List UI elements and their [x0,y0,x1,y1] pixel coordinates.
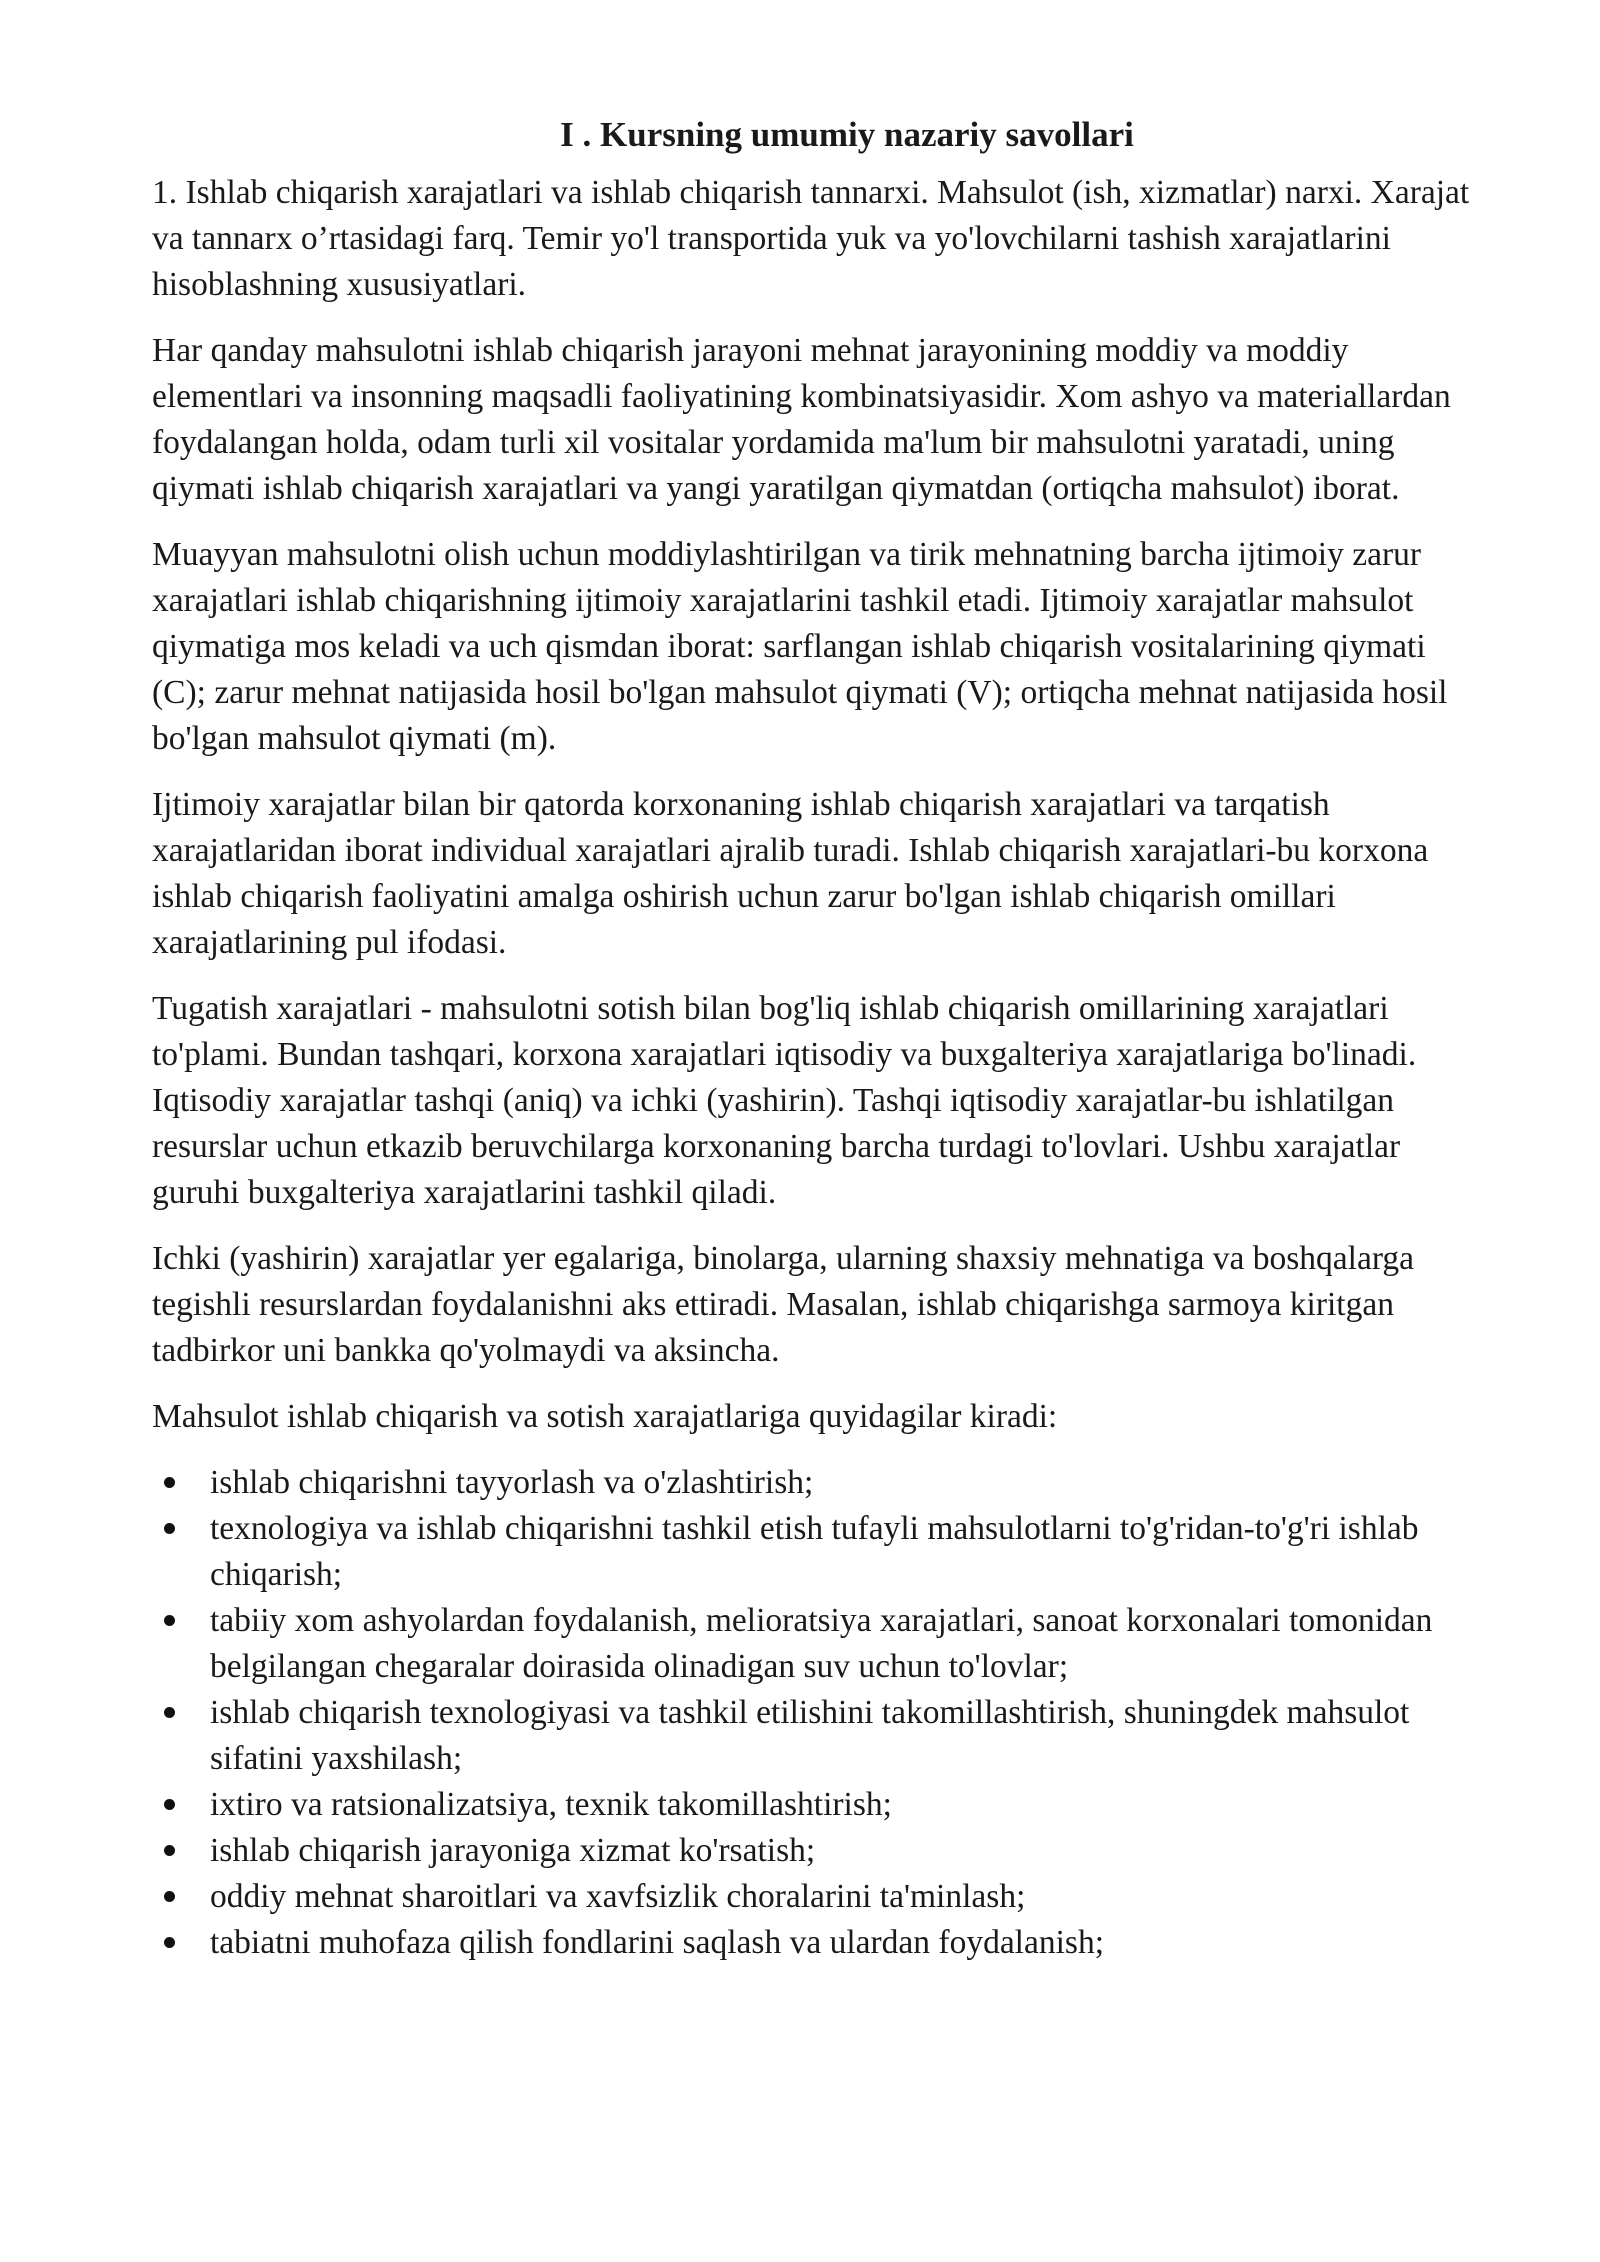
document-page [152,112,1482,1966]
bullet-icon [164,1707,175,1718]
bullet-icon [164,1523,175,1534]
list-item-text: tabiiy xom ashyolardan foydalanish, melioratsiya xarajatlari, sanoat korxonalari tomonidan belgilangan chegaralar doirasida olinadigan suv uchun to'lovlar; [210,1602,1433,1685]
list-item [152,1828,1482,1874]
list-item [152,1782,1482,1828]
paragraph-4: Ijtimoiy xarajatlar bilan bir qatorda korxonaning ishlab chiqarish xarajatlari va tarqatish xarajatlaridan iborat individual xarajatlari ajralib turadi. Ishlab chiqarish xarajatlari-bu korxona ishlab chiqarish faoliyatini amalga oshirish uchun zarur bo'lgan ishlab chiqarish omillari xarajatlarining pul ifodasi. [152,786,1429,961]
paragraph-6: Ichki (yashirin) xarajatlar yer egalariga, binolarga, ularning shaxsiy mehnatiga va boshqalarga tegishli resurslardan foydalanishni aks ettiradi. Masalan, ishlab chiqarishga sarmoya kiritgan tadbirkor uni bankka qo'yolmaydi va aksincha. [152,1240,1414,1369]
list-item-text: ishlab chiqarish texnologiyasi va tashkil etilishini takomillashtirish, shuningdek mahsulot sifatini yaxshilash; [210,1694,1410,1777]
list-item-text: ishlab chiqarish jarayoniga xizmat ko'rsatish; [210,1832,816,1869]
page-title: I . Kursning umumiy nazariy savollari [560,115,1134,154]
list-item [152,1460,1482,1506]
bullet-icon [164,1937,175,1948]
bullet-icon [164,1845,175,1856]
list-item [152,1598,1482,1690]
list-item-text: oddiy mehnat sharoitlari va xavfsizlik choralarini ta'minlash; [210,1878,1026,1915]
paragraph-3: Muayyan mahsulotni olish uchun moddiylashtirilgan va tirik mehnatning barcha ijtimoiy zarur xarajatlari ishlab chiqarishning ijtimoiy xarajatlarini tashkil etadi. Ijtimoiy xarajatlar mahsulot qiymatiga mos keladi va uch qismdan iborat: sarflangan ishlab chiqarish vositalarining qiymati (C); zarur mehnat natijasida hosil bo'lgan mahsulot qiymati (V); ortiqcha mehnat natijasida hosil bo'lgan mahsulot qiymati (m). [152,536,1448,757]
list-item-text: tabiatni muhofaza qilish fondlarini saqlash va ulardan foydalanish; [210,1924,1105,1961]
list-item [152,1506,1482,1598]
bullet-list [152,1460,1482,1966]
bullet-icon [164,1891,175,1902]
paragraph-1: 1. Ishlab chiqarish xarajatlari va ishlab chiqarish tannarxi. Mahsulot (ish, xizmatlar) narxi. Xarajat va tannarx o’rtasidagi farq. Temir yo'l transportida yuk va yo'lovchilarni tashish xarajatlarini hisoblashning xususiyatlari. [152,174,1470,303]
list-item-text: ixtiro va ratsionalizatsiya, texnik takomillashtirish; [210,1786,892,1823]
paragraph-5: Tugatish xarajatlari - mahsulotni sotish bilan bog'liq ishlab chiqarish omillarining xarajatlari to'plami. Bundan tashqari, korxona xarajatlari iqtisodiy va buxgalteriya xarajatlariga bo'linadi. Iqtisodiy xarajatlar tashqi (aniq) va ichki (yashirin). Tashqi iqtisodiy xarajatlar-bu ishlatilgan resurslar uchun etkazib beruvchilarga korxonaning barcha turdagi to'lovlari. Ushbu xarajatlar guruhi buxgalteriya xarajatlarini tashkil qiladi. [152,990,1417,1211]
paragraph-7: Mahsulot ishlab chiqarish va sotish xarajatlariga quyidagilar kiradi: [152,1398,1058,1435]
list-item [152,1690,1482,1782]
paragraph-2: Har qanday mahsulotni ishlab chiqarish jarayoni mehnat jarayonining moddiy va moddiy elementlari va insonning maqsadli faoliyatining kombinatsiyasidir. Xom ashyo va materiallardan foydalangan holda, odam turli xil vositalar yordamida ma'lum bir mahsulotni yaratadi, uning qiymati ishlab chiqarish xarajatlari va yangi yaratilgan qiymatdan (ortiqcha mahsulot) iborat. [152,332,1451,507]
list-item [152,1874,1482,1920]
list-item [152,1920,1482,1966]
bullet-icon [164,1477,175,1488]
bullet-icon [164,1799,175,1810]
bullet-icon [164,1615,175,1626]
list-item-text: ishlab chiqarishni tayyorlash va o'zlashtirish; [210,1464,814,1501]
list-item-text: texnologiya va ishlab chiqarishni tashkil etish tufayli mahsulotlarni to'g'ridan-to'g'ri ishlab chiqarish; [210,1510,1419,1593]
